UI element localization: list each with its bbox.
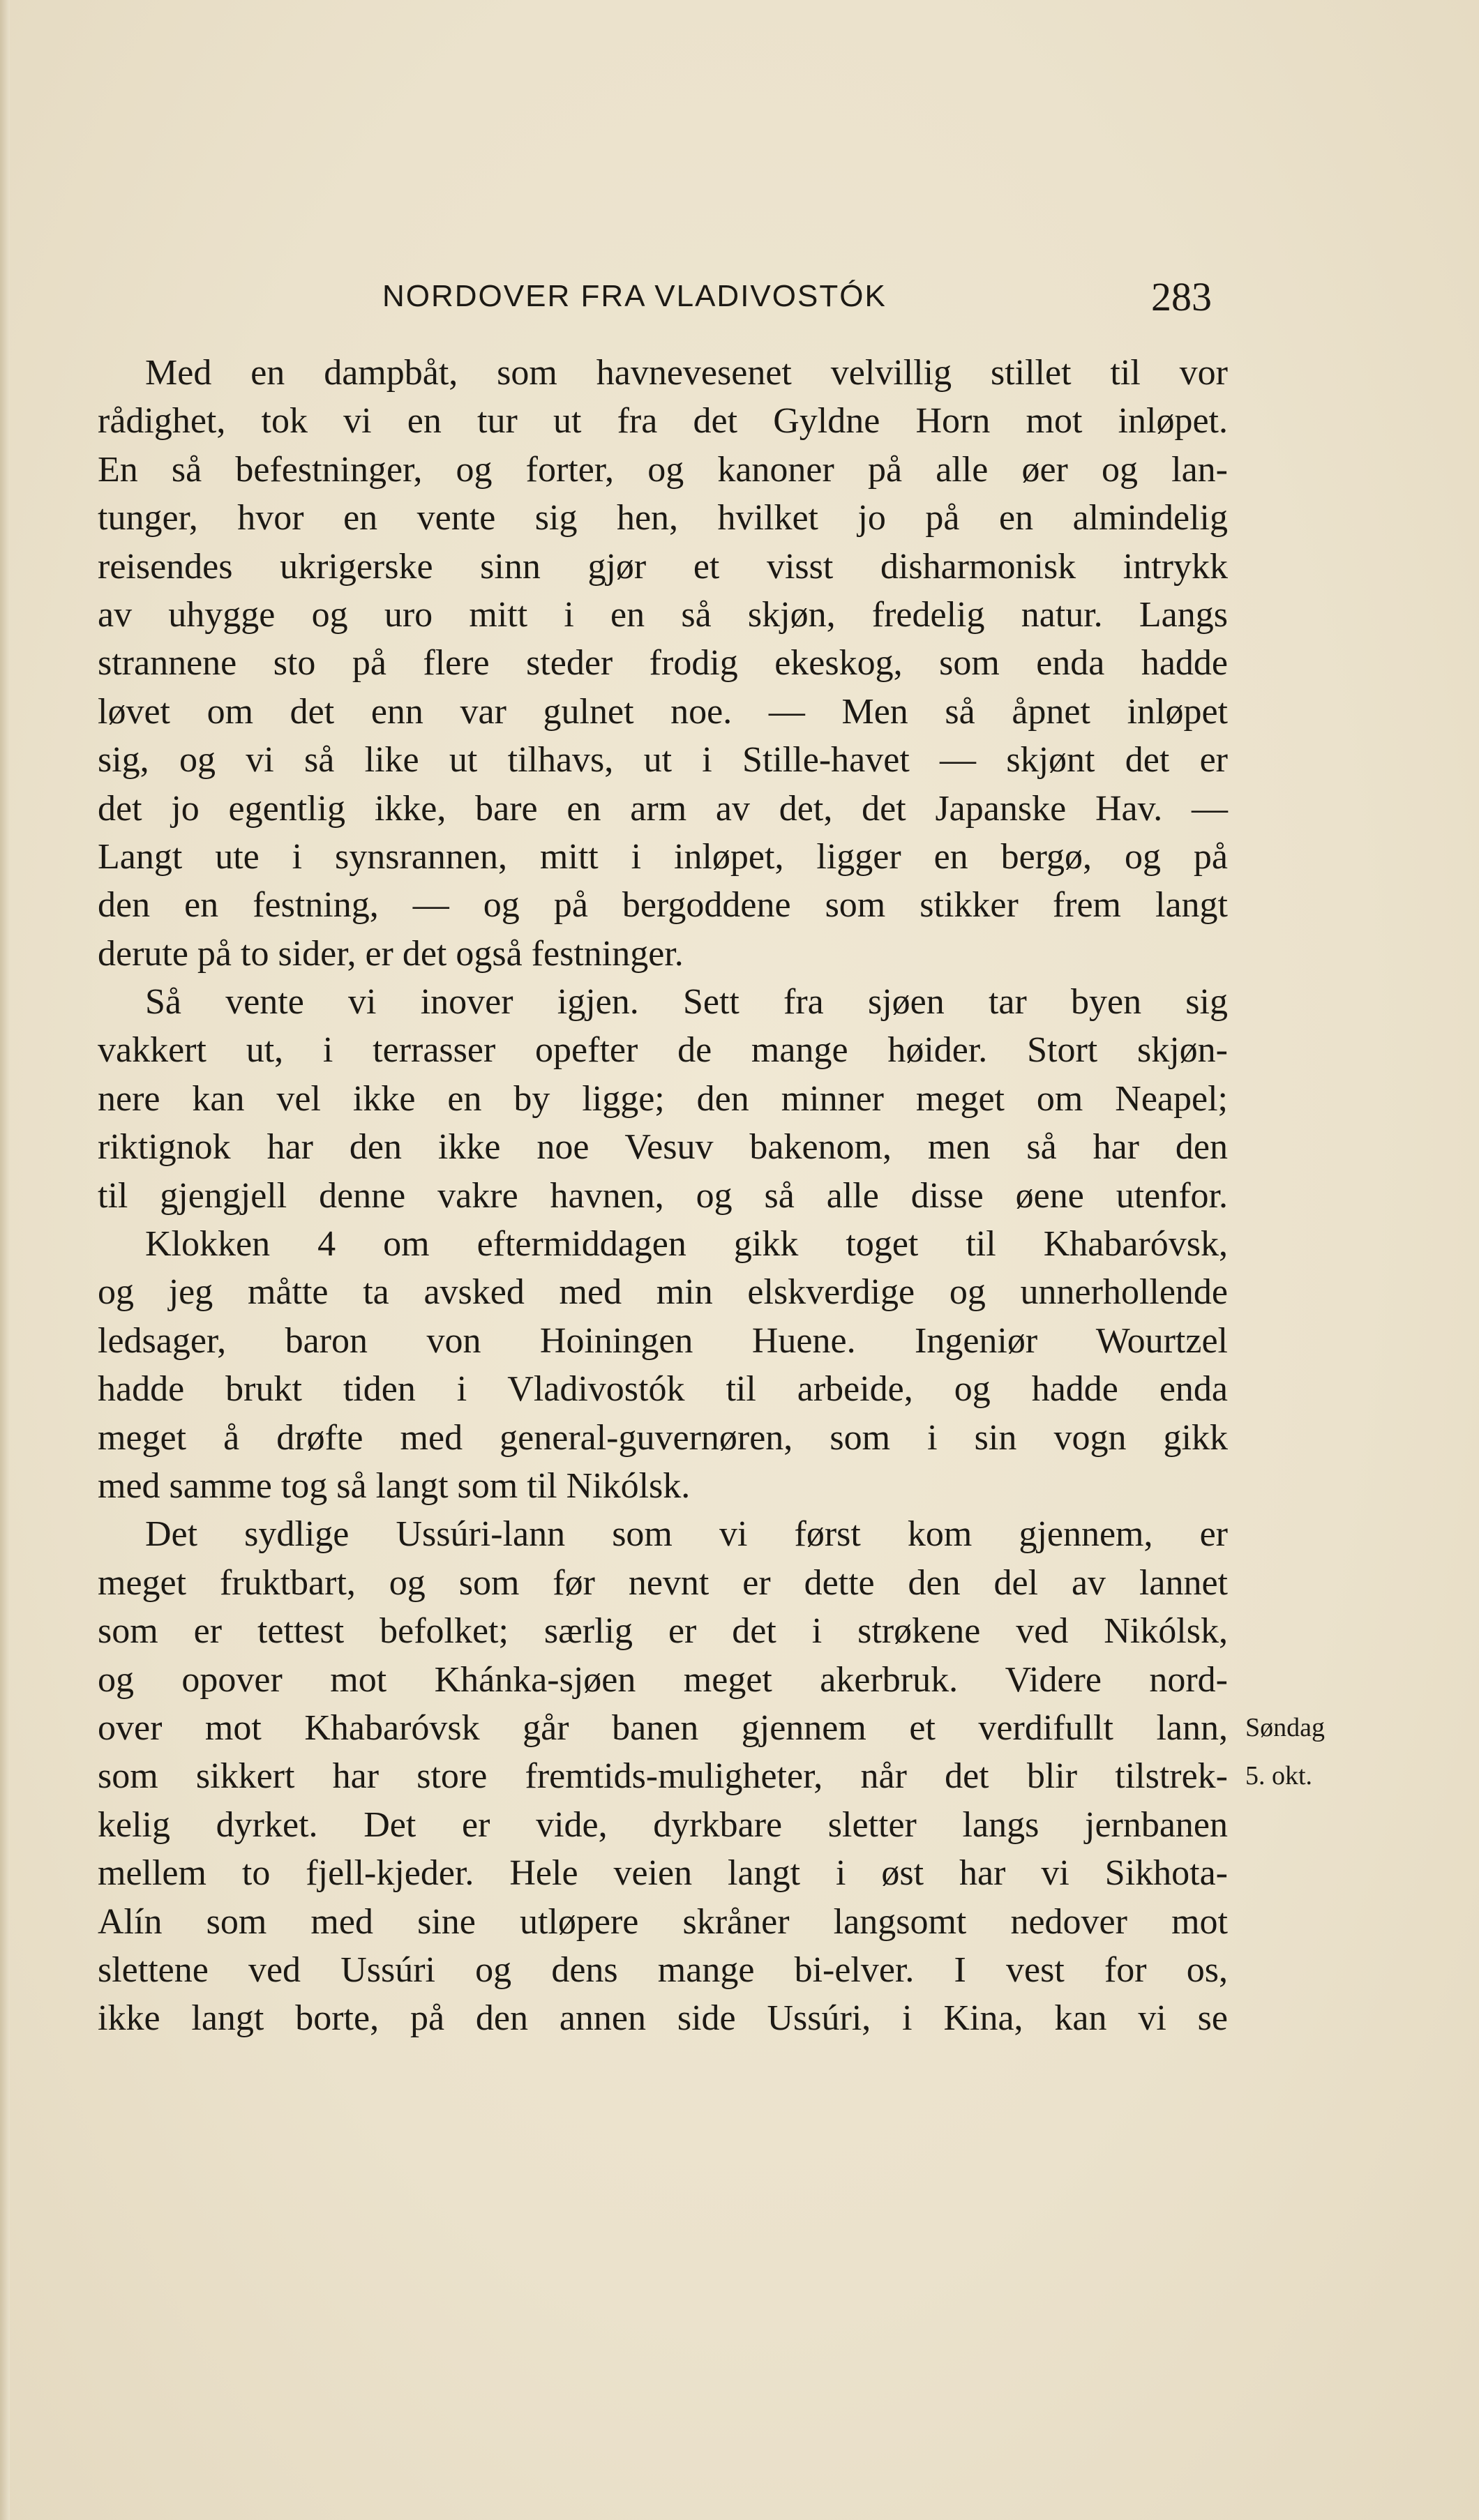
text-line: kelig dyrket. Det er vide, dyrkbare sletter langs jernbanen [98,1804,1228,1845]
text-line: sig, og vi så like ut tilhavs, ut i Stille-havet — skjønt det er [98,740,1228,780]
text-line: ikke langt borte, på den annen side Ussúri, i Kina, kan vi se [98,1998,1228,2039]
text-line: av uhygge og uro mitt i en så skjøn, fredelig natur. Langs [98,594,1228,635]
text-line: meget å drøfte med general-guvernøren, som i sin vogn gikk [98,1417,1228,1458]
text-line: ledsager, baron von Hoiningen Huene. Ingeniør Wourtzel [98,1320,1228,1361]
text-line: med samme tog så langt som til Nikólsk. [98,1465,691,1506]
text-line: riktignok har den ikke noe Vesuv bakenom, men så har den [98,1127,1228,1168]
text-line: En så befestninger, og forter, og kanoner på alle øer og lan- [98,449,1228,490]
text-line: Klokken 4 om eftermiddagen gikk toget til Khabaróvsk, [145,1224,1228,1265]
text-line: Med en dampbåt, som havnevesenet velvillig stillet til vor [145,353,1228,393]
text-line: Det sydlige Ussúri-lann som vi først kom gjennem, er [145,1514,1228,1555]
text-line: vakkert ut, i terrasser opefter de mange høider. Stort skjøn- [98,1030,1228,1071]
text-line: løvet om det enn var gulnet noe. — Men så åpnet inløpet [98,691,1228,732]
text-line: det jo egentlig ikke, bare en arm av det, det Japanske Hav. — [98,788,1228,829]
text-line: og jeg måtte ta avsked med min elskverdige og unnerhollende [98,1272,1228,1313]
text-line: tunger, hvor en vente sig hen, hvilket jo på en almindelig [98,498,1228,538]
text-line: strannene sto på flere steder frodig ekeskog, som enda hadde [98,643,1228,684]
page-number: 283 [1151,274,1212,319]
margin-note-date: 5. okt. [1245,1761,1313,1790]
text-line: hadde brukt tiden i Vladivostók til arbeide, og hadde enda [98,1369,1228,1410]
text-line: som er tettest befolket; særlig er det i strøkene ved Nikólsk, [98,1611,1228,1652]
text-line: og opover mot Khánka-sjøen meget akerbruk. Videre nord- [98,1659,1228,1700]
text-line: Alín som med sine utløpere skråner langsomt nedover mot [98,1901,1228,1942]
margin-note-day: Søndag [1245,1713,1325,1742]
text-line: mellem to fjell-kjeder. Hele veien langt i øst har vi Sikhota- [98,1853,1228,1894]
text-line: Så vente vi inover igjen. Sett fra sjøen tar byen sig [145,982,1228,1023]
text-line: nere kan vel ikke en by ligge; den minner meget om Neapel; [98,1078,1228,1119]
text-line: over mot Khabaróvsk går banen gjennem et verdifullt lann, [98,1707,1228,1748]
text-line: slettene ved Ussúri og dens mange bi-elver. I vest for os, [98,1949,1228,1990]
text-line: den en festning, — og på bergoddene som stikker frem langt [98,885,1228,926]
text-line: meget fruktbart, og som før nevnt er dette den del av lannet [98,1562,1228,1603]
text-line: rådighet, tok vi en tur ut fra det Gyldne Horn mot inløpet. [98,401,1228,442]
body-text [98,349,1228,2043]
page-gutter-edge [0,0,10,2520]
text-line: til gjengjell denne vakre havnen, og så alle disse øene utenfor. [98,1175,1228,1216]
text-line: Langt ute i synsrannen, mitt i inløpet, ligger en bergø, og på [98,836,1228,877]
text-line: reisendes ukrigerske sinn gjør et visst disharmonisk intrykk [98,546,1228,587]
text-line: derute på to sider, er det også festninger. [98,933,684,974]
text-line: som sikkert har store fremtids-muligheter, når det blir tilstrek- [98,1756,1228,1797]
running-title: NORDOVER FRA VLADIVOSTÓK [382,279,887,313]
